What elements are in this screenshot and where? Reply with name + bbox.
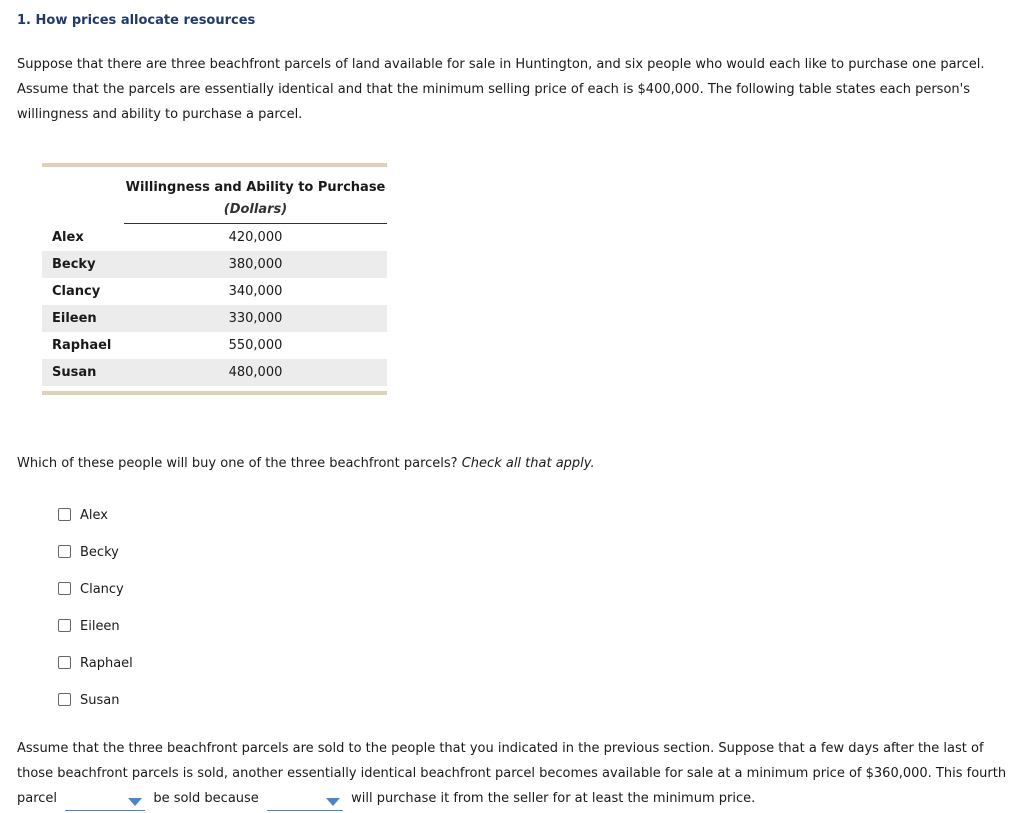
table-header-title: Willingness and Ability to Purchase [125, 180, 386, 195]
checkbox-group [58, 497, 133, 719]
row-value: 340,000 [228, 284, 283, 299]
row-person: Eileen [52, 311, 97, 326]
row-value: 550,000 [228, 338, 283, 353]
table-row [42, 305, 387, 332]
checkbox[interactable] [58, 508, 71, 521]
question-prompt [17, 456, 595, 471]
will-dropdown[interactable] [65, 792, 145, 811]
row-person: Becky [52, 257, 96, 272]
checkbox[interactable] [58, 619, 71, 632]
option-label[interactable]: Alex [80, 508, 108, 523]
table-body [42, 224, 387, 386]
table-row [42, 251, 387, 278]
table-row [42, 278, 387, 305]
question-title: 1. How prices allocate resources [17, 13, 256, 28]
table-row [42, 359, 387, 386]
table-row [42, 332, 387, 359]
row-value: 480,000 [228, 365, 283, 380]
option-susan[interactable] [58, 682, 133, 719]
followup-paragraph [17, 736, 1017, 811]
followup-line: those beachfront parcels is sold, another essentially identical beachfront parcel becomes available for sale at a minimum price of $360,000. This fourth [17, 766, 1007, 781]
intro-paragraph [17, 52, 1007, 127]
row-value: 330,000 [228, 311, 283, 326]
followup-text: parcel [17, 791, 58, 806]
option-label[interactable]: Becky [80, 545, 119, 560]
intro-line: Assume that the parcels are essentially identical and that the minimum selling price of each is $400,000. The following table states each person's [17, 82, 970, 97]
row-person: Clancy [52, 284, 101, 299]
checkbox[interactable] [58, 582, 71, 595]
row-person: Alex [52, 230, 84, 245]
followup-line: Assume that the three beachfront parcels are sold to the people that you indicated in the previous section. Suppose that a few days after the last of [17, 741, 984, 756]
buyer-dropdown[interactable] [267, 792, 343, 811]
followup-text: will purchase it from the seller for at least the minimum price. [351, 791, 756, 806]
intro-line: Suppose that there are three beachfront parcels of land available for sale in Huntington, and six people who would each like to purchase one parcel. [17, 57, 985, 72]
checkbox[interactable] [58, 656, 71, 669]
row-value: 380,000 [228, 257, 283, 272]
option-label[interactable]: Susan [80, 693, 120, 708]
table-bottom-rule [42, 391, 387, 395]
option-label[interactable]: Eileen [80, 619, 120, 634]
option-raphael[interactable] [58, 645, 133, 682]
row-value: 420,000 [228, 230, 283, 245]
option-alex[interactable] [58, 497, 133, 534]
intro-line: willingness and ability to purchase a parcel. [17, 107, 303, 122]
followup-line [17, 786, 1017, 811]
chevron-down-icon[interactable] [128, 798, 142, 806]
table-row [42, 224, 387, 251]
willingness-table [42, 163, 387, 395]
option-clancy[interactable] [58, 571, 133, 608]
option-label[interactable]: Raphael [80, 656, 133, 671]
checkbox[interactable] [58, 693, 71, 706]
chevron-down-icon[interactable] [326, 798, 340, 806]
prompt-note: Check all that apply. [461, 456, 595, 471]
checkbox[interactable] [58, 545, 71, 558]
option-label[interactable]: Clancy [80, 582, 124, 597]
row-person: Susan [52, 365, 97, 380]
row-person: Raphael [52, 338, 112, 353]
option-eileen[interactable] [58, 608, 133, 645]
table-header-units: (Dollars) [223, 202, 288, 217]
option-becky[interactable] [58, 534, 133, 571]
prompt-text: Which of these people will buy one of the three beachfront parcels? [17, 456, 458, 471]
followup-text: be sold because [153, 791, 259, 806]
table-header [42, 167, 387, 224]
